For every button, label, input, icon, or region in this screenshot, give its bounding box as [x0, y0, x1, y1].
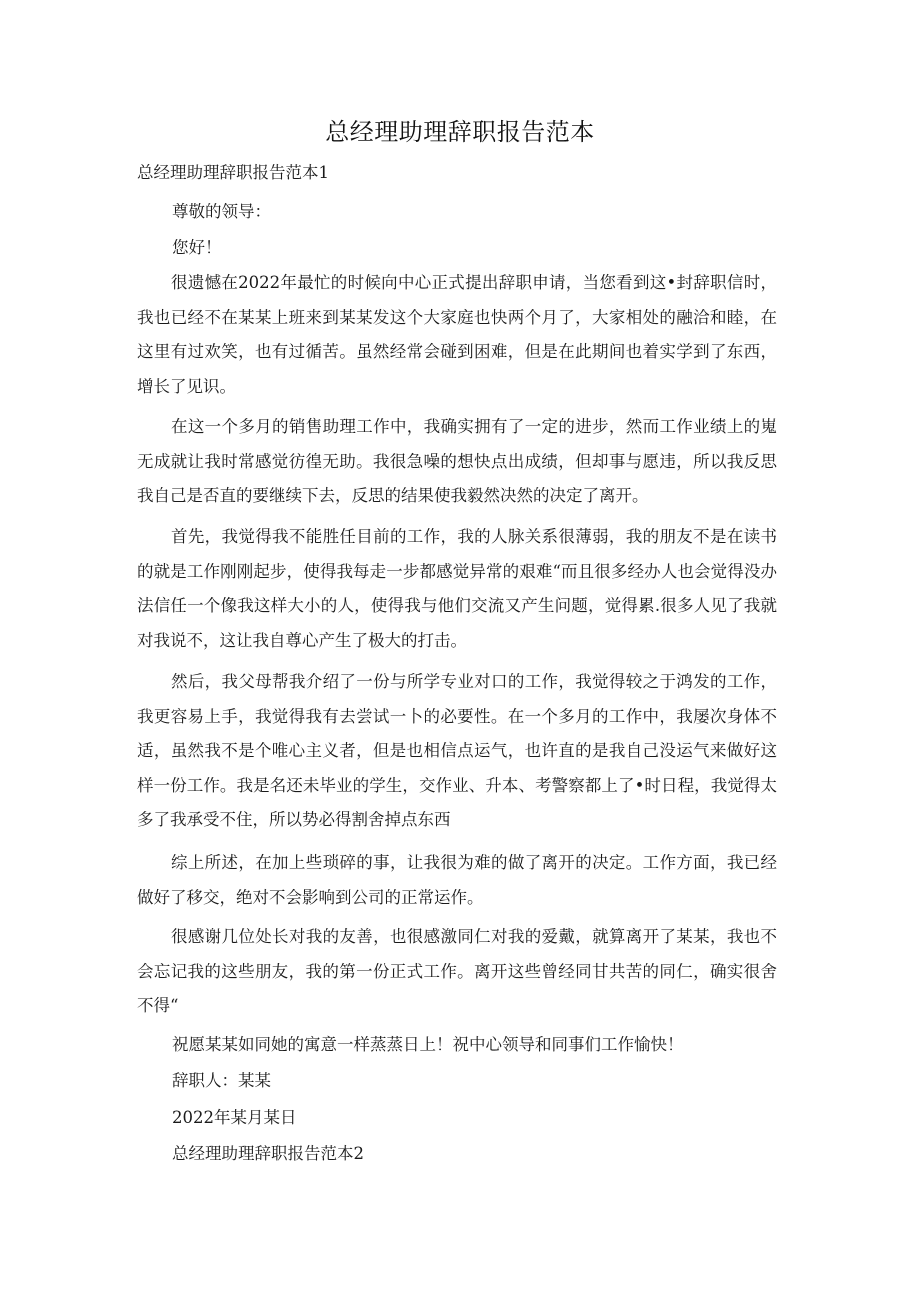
section-1-heading: 总经理助理辞职报告范本1 — [137, 163, 329, 182]
document-title: 总经理助理辞职报告范本 — [325, 118, 595, 146]
salutation: 尊敬的领导： — [172, 202, 271, 221]
greeting: 您好！ — [172, 238, 222, 257]
paragraph-6: 很感谢几位处长对我的友善，也很感激同仁对我的爱戴，就算离开了某某，我也不会忘记我的这些朋友，我的第一份正式工作。离开这些曾经同甘共苦的同仁，确实很舍不得“ — [137, 927, 777, 1016]
date: 2022年某月某日 — [172, 1108, 297, 1127]
section-2-heading: 总经理助理辞职报告范本2 — [172, 1144, 364, 1163]
paragraph-4: 然后，我父母帮我介绍了一份与所学专业对口的工作，我觉得较之于鸿发的工作，我更容易上手，我觉得我有去尝试一卜的必要性。在一个多月的工作中，我屡次身体不适，虽然我不是个唯心主义者，但是也相信点运气，也许直的是我自己没运气来做好这样一份工作。我是名还未毕业的学生，交作业、升本、考警察都上了•时日程，我觉得太多了我承受不住，所以势必得割舍掉点东西 — [137, 672, 777, 830]
paragraph-1: 很遗憾在2022年最忙的时候向中心正式提出辞职申请，当您看到这•封辞职信时，我也已经不在某某上班来到某某发这个大家庭也快两个月了，大家相处的融洽和睦，在这里有过欢笑，也有过循苦。虽然经常会碰到困难，但是在此期间也着实学到了东西，增长了见识。 — [137, 273, 777, 396]
signature: 辞职人：某某 — [172, 1071, 271, 1090]
paragraph-2: 在这一个多月的销售助理工作中，我确实拥有了一定的进步，然而工作业绩上的嵬无成就让我时常感觉彷徨无助。我很急噪的想快点出成绩，但却事与愿违，所以我反思我自己是否直的要继续下去，反思的结果使我毅然决然的决定了离开。 — [137, 417, 777, 506]
paragraph-3: 首先，我觉得我不能胜任目前的工作，我的人脉关系很薄弱，我的朋友不是在读书的就是工作刚刚起步，使得我每走一步都感觉异常的艰难“而且很多经办人也会觉得没办法信任一个像我这样大小的人，使得我与他们交流又产生问题，觉得累.很多人见了我就对我说不，这让我自尊心产生了极大的打击。 — [137, 527, 777, 650]
closing-wish: 祝愿某某如同她的寓意一样蒸蒸日上！祝中心领导和同事们工作愉快！ — [172, 1035, 684, 1054]
paragraph-5: 综上所述，在加上些琐碎的事，让我很为难的做了离开的决定。工作方面，我已经做好了移交，绝对不会影响到公司的正常运作。 — [137, 853, 777, 907]
